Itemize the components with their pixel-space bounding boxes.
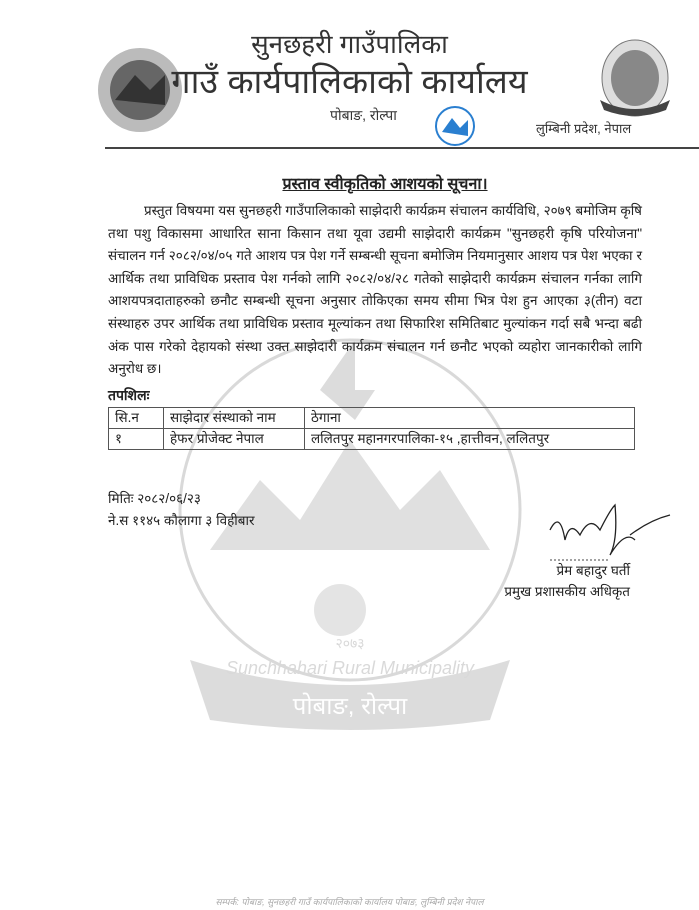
office-location: पोबाङ, रोल्पा bbox=[330, 107, 397, 123]
municipality-name: सुनछहरी गाउँपालिका bbox=[251, 29, 448, 59]
table-row bbox=[109, 428, 635, 449]
signatory-title: प्रमुख प्रशासकीय अधिकृत bbox=[504, 584, 630, 599]
cell-address: ललितपुर महानगरपालिका-१५ ,हात्तीवन, ललितपुर bbox=[305, 428, 635, 449]
signatory-block bbox=[490, 560, 630, 602]
date: मितिः २०८२/०६/२३ bbox=[108, 490, 201, 506]
notice-body bbox=[108, 200, 642, 381]
header-sn: सि.न bbox=[109, 407, 164, 428]
notice-content bbox=[108, 174, 642, 532]
footer-contact: सम्पर्क: पोबाङ, सुनछहरी गाउँ कार्यपालिकाको कार्यालय पोबाङ, लुम्बिनी प्रदेश नेपाल bbox=[215, 897, 484, 907]
notice-heading: प्रस्ताव स्वीकृतिको आशयको सूचना। bbox=[282, 176, 488, 193]
date-block bbox=[108, 488, 368, 532]
cell-sn: १ bbox=[109, 428, 164, 449]
details-label: तपशिलः bbox=[108, 386, 150, 403]
province: लुम्बिनी प्रदेश, नेपाल bbox=[536, 121, 632, 136]
header-org-name: साझेदार संस्थाको नाम bbox=[164, 407, 305, 428]
cell-org-name: हेफर प्रोजेक्ट नेपाल bbox=[164, 428, 305, 449]
watermark-english: Sunchhahari Rural Municipality bbox=[225, 658, 475, 678]
signatory-name: प्रेम बहादुर घर्ती bbox=[556, 563, 630, 578]
table-header-row bbox=[109, 407, 635, 428]
header-divider bbox=[105, 147, 699, 149]
watermark-year: २०७३ bbox=[335, 635, 365, 651]
office-name: गाउँ कार्यपालिकाको कार्यालय bbox=[171, 63, 528, 101]
date-nepal-sambat: ने.स ११४५ कौलागा ३ विहीबार bbox=[108, 512, 255, 528]
notice-paragraph: प्रस्तुत विषयमा यस सुनछहरी गाउँपालिकाको साझेदारी कार्यक्रम संचालन कार्यविधि, २०७९ बमोजिम कृषि तथा पशु विकासमा आधारित साना किसान तथा यूवा उद्यमी साझेदारी कार्यक्रम "सुनछहरी कृषि परियोजना" संचालन गर्न २०८२/०४/०५ गते आशय पत्र पेश गर्ने सम्बन्धी सूचना बमोजिम नियमानुसार आशय पत्र पेश भएका र आर्थिक तथा प्राविधिक प्रस्ताव पेश गर्नको लागि २०८२/०४/२८ गतेको साझेदारी कार्यक्रम संचालन गर्नका लागि आशयपत्रदाताहरुको छनौट सम्बन्धी सूचना अनुसार तोकिएका समय सीमा भित्र पेश हुन आएका ३(तीन) वटा संस्थाहरु उपर आर्थिक तथा प्राविधिक प्रस्ताव मूल्यांकन तथा सिफारिश समितिबाट मुल्यांकन गर्दा सबै भन्दा बढी अंक पास गरेको देहायको संस्था उक्त साझेदारी कार्यक्रम संचालन गर्न छनौट भएको व्यहोरा जानकारीको लागि अनुरोध छ। bbox=[108, 203, 642, 377]
office-stamp bbox=[425, 104, 485, 148]
selected-organization-table bbox=[108, 407, 635, 450]
header-address: ठेगाना bbox=[305, 407, 635, 428]
watermark-bottom-text: पोबाङ, रोल्पा bbox=[292, 693, 408, 720]
